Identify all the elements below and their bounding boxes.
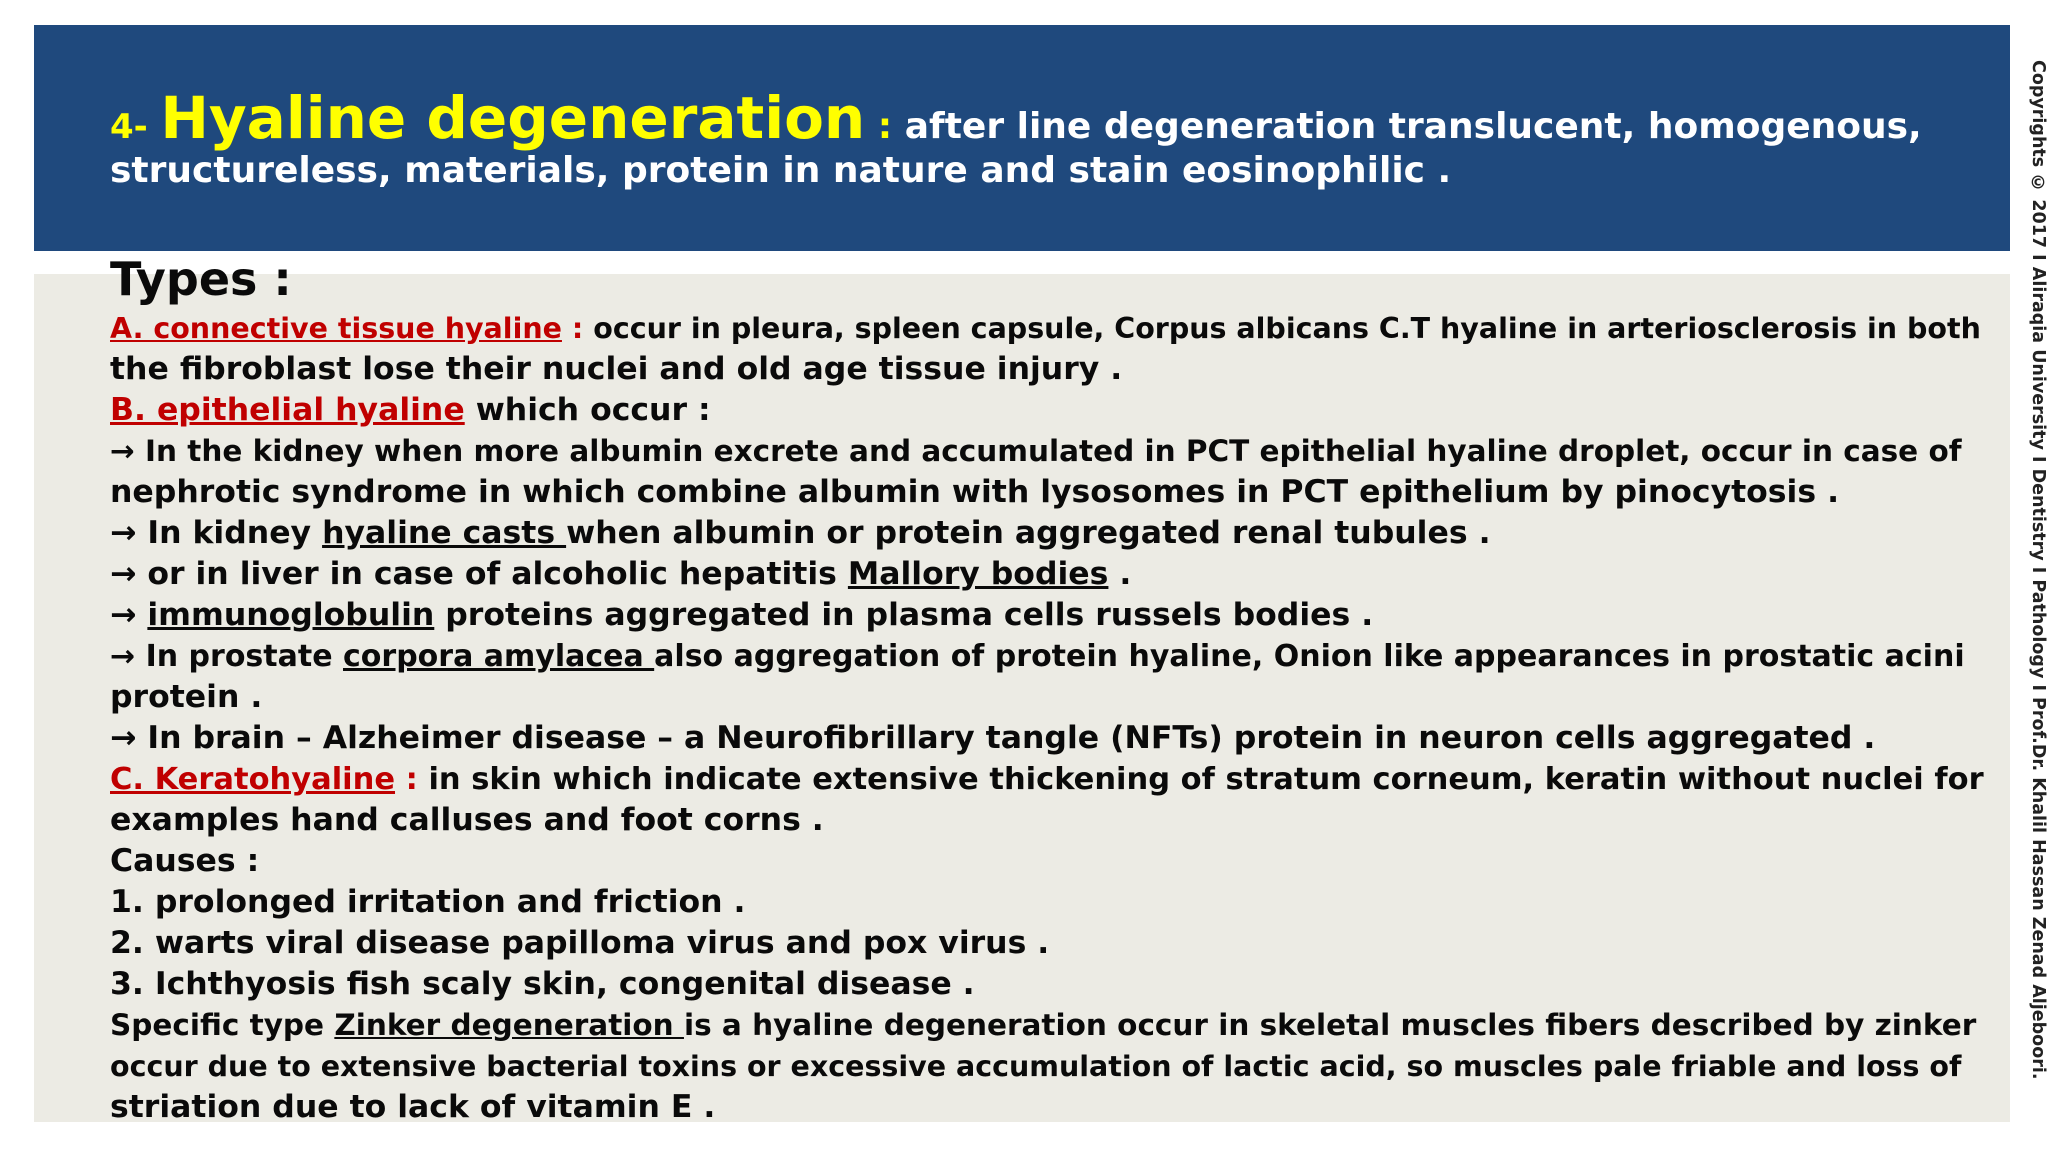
corpora-prefix: → In prostate bbox=[110, 639, 343, 674]
zinker-degeneration-term: Zinker degeneration bbox=[334, 1008, 684, 1042]
title-definition-part-2: structureless, materials, protein in nature and stain eosinophilic . bbox=[110, 150, 1452, 191]
causes-heading: Causes : bbox=[110, 843, 260, 879]
kidney-droplet-line-2: nephrotic syndrome in which combine albumin with lysosomes in PCT epithelium by pinocytosis . bbox=[110, 474, 1840, 510]
mallory-prefix: → or in liver in case of alcoholic hepatitis bbox=[110, 556, 848, 592]
type-a-label: A. connective tissue hyaline bbox=[110, 312, 562, 345]
slide-body bbox=[110, 250, 1990, 1128]
zinker-line-3: striation due to lack of vitamin E . bbox=[110, 1089, 716, 1125]
immunoglobulin-suffix: proteins aggregated in plasma cells russels bodies . bbox=[434, 597, 1374, 633]
type-c-text: in skin which indicate extensive thickening of stratum corneum, keratin without nuclei for bbox=[417, 762, 1984, 797]
kidney-droplet-line-1: → In the kidney when more albumin excrete and accumulated in PCT epithelial hyaline droplet, occur in case of bbox=[110, 434, 1962, 468]
corpora-amylacea-line-1 bbox=[110, 636, 1990, 677]
hyaline-casts-line bbox=[110, 513, 1990, 554]
zinker-prefix: Specific type bbox=[110, 1008, 335, 1042]
zinker-suffix: is a hyaline degeneration occur in skeletal muscles fibers described by zinker bbox=[683, 1008, 1977, 1042]
hyaline-casts-suffix: when albumin or protein aggregated renal tubules . bbox=[566, 515, 1491, 551]
type-a-line-2: the fibroblast lose their nuclei and old age tissue injury . bbox=[110, 351, 1123, 387]
immunoglobulin-term: immunoglobulin bbox=[147, 597, 435, 633]
type-c-label: C. Keratohyaline bbox=[110, 762, 396, 797]
type-a-text: occur in pleura, spleen capsule, Corpus albicans C.T hyaline in arteriosclerosis in both bbox=[593, 312, 1981, 345]
slide-title-line-1 bbox=[110, 84, 1922, 152]
corpora-amylacea-term: corpora amylacea bbox=[343, 639, 655, 674]
cause-item-1: 1. prolonged irritation and friction . bbox=[110, 884, 746, 920]
type-b-text: which occur : bbox=[475, 392, 711, 428]
types-heading: Types : bbox=[110, 252, 292, 306]
slide-title: Hyaline degeneration bbox=[160, 84, 866, 152]
corpora-amylacea-line-2: protein . bbox=[110, 679, 263, 715]
title-colon: : bbox=[877, 106, 893, 147]
corpora-suffix: also aggregation of protein hyaline, Onion like appearances in prostatic acini bbox=[654, 639, 1965, 674]
type-a-line-1 bbox=[110, 308, 1990, 349]
hyaline-casts-term: hyaline casts bbox=[322, 515, 567, 551]
immunoglobulin-prefix: → bbox=[110, 597, 148, 633]
hyaline-casts-prefix: → In kidney bbox=[110, 515, 323, 551]
copyright-vertical-text: Copyrights © 2017 I Aliraqia University I Dentistry I Pathology I Prof.Dr. Khalil Hassan Zenad Aljeboori. bbox=[2028, 60, 2048, 1080]
cause-item-2: 2. warts viral disease papilloma virus and pox virus . bbox=[110, 925, 1050, 961]
type-c-line-2: examples hand calluses and foot corns . bbox=[110, 802, 824, 838]
type-c-colon: : bbox=[395, 762, 418, 797]
type-c-line-1 bbox=[110, 759, 1990, 800]
zinker-line-1 bbox=[110, 1005, 1990, 1046]
type-b-line bbox=[110, 390, 1990, 431]
alzheimer-line: → In brain – Alzheimer disease – a Neurofibrillary tangle (NFTs) protein in neuron cells aggregated . bbox=[110, 720, 1876, 756]
cause-item-3: 3. Ichthyosis fish scaly skin, congenital disease . bbox=[110, 966, 975, 1002]
mallory-suffix: . bbox=[1108, 556, 1132, 592]
title-definition-part-1: after line degeneration translucent, homogenous, bbox=[904, 106, 1922, 147]
immunoglobulin-line bbox=[110, 595, 1990, 636]
type-b-label: B. epithelial hyaline bbox=[110, 392, 465, 428]
mallory-bodies-term: Mallory bodies bbox=[847, 556, 1109, 592]
mallory-bodies-line bbox=[110, 554, 1990, 595]
title-number: 4- bbox=[110, 107, 148, 147]
zinker-line-2: occur due to extensive bacterial toxins or excessive accumulation of lactic acid, so muscles pale friable and loss of bbox=[110, 1050, 1962, 1083]
type-a-colon: : bbox=[571, 312, 584, 345]
